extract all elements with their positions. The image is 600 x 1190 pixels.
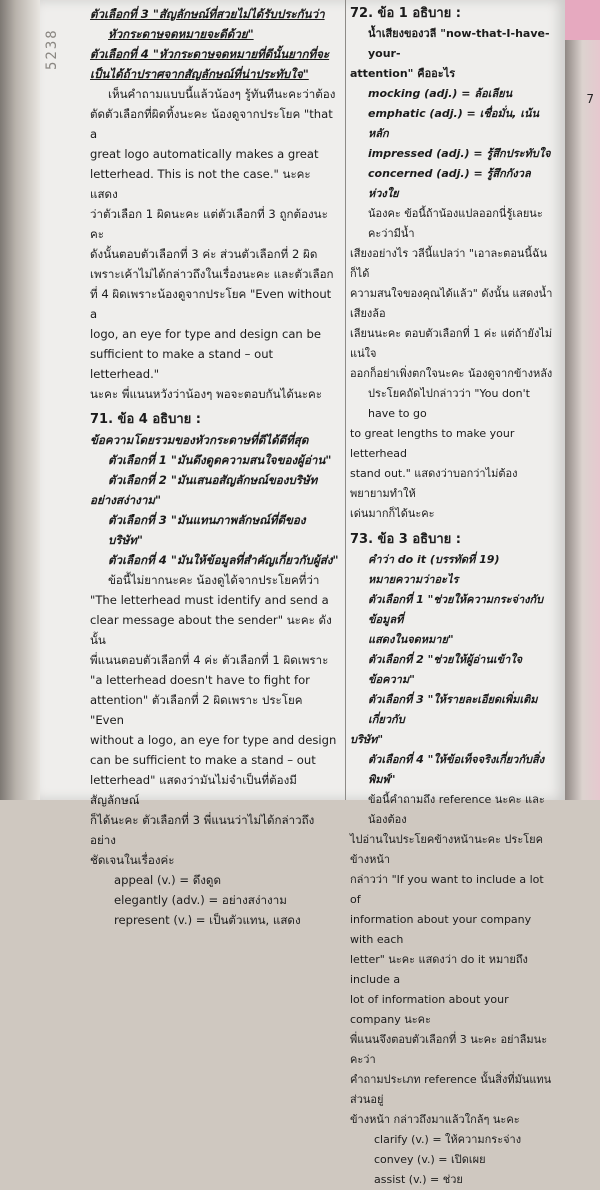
q73-heading: 73. ข้อ 3 อธิบาย : — [350, 532, 461, 547]
q71-vocab: represent (v.) = เป็นตัวแทน, แสดง — [114, 913, 301, 927]
q73-option: แสดงในจดหมาย" — [368, 633, 454, 646]
q73-explanation-line: คำถามประเภท reference นั้นสิ่งที่มันแทนส่วนอยู่ — [350, 1073, 552, 1106]
book-page-edges — [0, 0, 40, 800]
q73-option: ตัวเลือกที่ 1 "ช่วยให้ความกระจ่างกับข้อมูลที่ — [368, 593, 544, 626]
intro-line: logo, an eye for type and design can be — [90, 327, 321, 341]
pink-bookmark — [565, 0, 600, 40]
q72-explanation-line: เสียงอย่างไร วลีนี้แปลว่า "เอาละตอนนี้ฉันก็ได้ — [350, 247, 547, 280]
intro-line: ว่าตัวเลือก 1 ผิดนะคะ แต่ตัวเลือกที่ 3 ถูกต้องนะคะ — [90, 207, 328, 241]
intro-line: ดังนั้นตอบตัวเลือกที่ 3 ค่ะ ส่วนตัวเลือกที่ 2 ผิด — [90, 247, 318, 261]
q73-explanation-line: กล่าวว่า "If you want to include a lot of — [350, 873, 544, 906]
q71-explanation-line: without a logo, an eye for type and design — [90, 733, 337, 747]
q72-question: น้ำเสียงของวลี "now-that-I-have-your- — [368, 27, 550, 60]
q72-vocab: mocking (adj.) = ล้อเลียน — [368, 87, 513, 100]
q73-option: ตัวเลือกที่ 2 "ช่วยให้ผู้อ่านเข้าใจข้อความ" — [368, 653, 523, 686]
q73-explanation-line: letter" นะคะ แสดงว่า do it หมายถึง include a — [350, 953, 528, 986]
q73-explanation-line: ไปอ่านในประโยคข้างหน้านะคะ ประโยคข้างหน้า — [350, 833, 543, 866]
q72-explanation-line: ความสนใจของคุณได้แล้ว" ดังนั้น แสดงน้ำเสียงล้อ — [350, 287, 553, 320]
q71-explanation-line: attention" ตัวเลือกที่ 2 ผิดเพราะ ประโยค "Even — [90, 693, 303, 727]
intro-line: great logo automatically makes a great — [90, 147, 319, 161]
q73-explanation-line: ข้างหน้า กล่าวถึงมาแล้วใกล้ๆ นะคะ — [350, 1113, 520, 1126]
intro-line: ตัวเลือกที่ 3 "สัญลักษณ์ที่สวยไม่ได้รับประกันว่า — [90, 7, 325, 21]
q73-option: ตัวเลือกที่ 4 "ให้ข้อเท็จจริงเกี่ยวกับสิ่งพิมพ์" — [368, 753, 545, 786]
q71-explanation-line: "a letterhead doesn't have to fight for — [90, 673, 310, 687]
q72-explanation-line: น้องคะ ข้อนี้ถ้าน้องแปลออกนี่รู้เลยนะคะว่ามีน้ำ — [368, 207, 543, 240]
q71-explanation-line: พี่แนนตอบตัวเลือกที่ 4 ค่ะ ตัวเลือกที่ 1 ผิดเพราะ — [90, 653, 329, 667]
q72-heading: 72. ข้อ 1 อธิบาย : — [350, 6, 461, 21]
right-column — [350, 4, 555, 1190]
q72-explanation-line: เลียนนะคะ ตอบตัวเลือกที่ 1 ค่ะ แต่ถ้ายังไม่แน่ใจ — [350, 327, 553, 360]
q72-explanation-line: ออกก็อย่าเพิ่งตกใจนะคะ น้องดูจากข้างหลัง — [350, 367, 553, 380]
q73-explanation-line: ข้อนี้คำถามถึง reference นะคะ และน้องต้อง — [368, 793, 545, 826]
left-column — [90, 4, 340, 930]
next-page-strip — [565, 0, 600, 800]
q71-vocab: elegantly (adv.) = อย่างสง่างาม — [114, 893, 287, 907]
q73-vocab: convey (v.) = เปิดเผย — [374, 1153, 486, 1166]
q71-option: ตัวเลือกที่ 4 "มันให้ข้อมูลที่สำคัญเกี่ยวกับผู้ส่ง" — [108, 553, 339, 567]
q71-explanation-line: ก็ได้นะคะ ตัวเลือกที่ 3 พี่แนนว่าไม่ได้กล่าวถึงอย่าง — [90, 813, 315, 847]
intro-line: เพราะเค้าไม่ได้กล่าวถึงในเรื่องนะคะ และตัวเลือก — [90, 267, 334, 281]
q72-vocab: impressed (adj.) = รู้สึกประทับใจ — [368, 147, 551, 160]
q71-heading: 71. ข้อ 4 อธิบาย : — [90, 412, 201, 427]
q71-explanation-line: "The letterhead must identify and send a — [90, 593, 329, 607]
page-number: 5238 — [44, 28, 60, 70]
intro-line: letterhead. This is not the case." นะคะ แสดง — [90, 167, 311, 201]
intro-line: ตัดตัวเลือกที่ผิดทิ้งนะคะ น้องดูจากประโยค "that a — [90, 107, 333, 141]
q72-question: attention" คืออะไร — [350, 67, 456, 80]
q71-option: ตัวเลือกที่ 3 "มันแทนภาพลักษณ์ที่ดีของบริษัท" — [108, 513, 306, 547]
q71-explanation-line: clear message about the sender" นะคะ ดังนั้น — [90, 613, 332, 647]
q72-explanation-line: stand out." แสดงว่าบอกว่าไม่ต้องพยายามทำให้ — [350, 467, 518, 500]
q72-vocab: emphatic (adj.) = เชื่อมั่น, เน้นหลัก — [368, 107, 540, 140]
q73-explanation-line: lot of information about your company นะคะ — [350, 993, 509, 1026]
q71-vocab: appeal (v.) = ดึงดูด — [114, 873, 221, 887]
intro-line: นะคะ พี่แนนหวังว่าน้องๆ พอจะตอบกันได้นะคะ — [90, 387, 322, 401]
q73-explanation-line: information about your company with each — [350, 913, 532, 946]
q72-vocab: concerned (adj.) = รู้สึกกังวลห่วงใย — [368, 167, 531, 200]
q73-option: บริษัท" — [350, 733, 384, 746]
q71-option: ตัวเลือกที่ 1 "มันดึงดูดความสนใจของผู้อ่าน" — [108, 453, 332, 467]
q73-option: ตัวเลือกที่ 3 "ให้รายละเอียดเพิ่มเติมเกี่ยวกับ — [368, 693, 538, 726]
q73-vocab: assist (v.) = ช่วย — [374, 1173, 463, 1186]
q73-question: คำว่า do it (บรรทัดที่ 19) หมายความว่าอะไร — [368, 553, 500, 586]
intro-line: หัวกระดาษจดหมายจะดีด้วย" — [108, 27, 254, 41]
q72-explanation-line: to great lengths to make your letterhead — [350, 427, 515, 460]
q73-explanation-line: พี่แนนจึงตอบตัวเลือกที่ 3 นะคะ อย่าลืมนะคะว่า — [350, 1033, 548, 1066]
q71-explanation-line: ชัดเจนในเรื่องค่ะ — [90, 853, 175, 867]
q72-explanation-line: เด่นมากก็ได้นะคะ — [350, 507, 435, 520]
next-page-fragment: 7 — [586, 92, 594, 106]
q72-explanation-line: ประโยคถัดไปกล่าวว่า "You don't have to go — [368, 387, 530, 420]
q71-option: อย่างสง่างาม" — [90, 493, 162, 507]
intro-line: เห็นคำถามแบบนี้แล้วน้องๆ รู้ทันทีนะคะว่าต้อง — [108, 87, 336, 101]
intro-line: เป็นได้ถ้าปราศจากสัญลักษณ์ที่น่าประทับใจ" — [90, 67, 309, 81]
intro-line: ตัวเลือกที่ 4 "หัวกระดาษจดหมายที่ดีนั้นยากที่จะ — [90, 47, 330, 61]
intro-line: sufficient to make a stand – out letterhead." — [90, 347, 274, 381]
q71-explanation-line: can be sufficient to make a stand – out — [90, 753, 316, 767]
q71-question: ข้อความโดยรวมของหัวกระดาษที่ดีได้ดีที่สุด — [90, 433, 309, 447]
column-divider — [345, 0, 346, 800]
q73-vocab: clarify (v.) = ให้ความกระจ่าง — [374, 1133, 522, 1146]
q71-explanation-line: ข้อนี้ไม่ยากนะคะ น้องดูได้จากประโยคที่ว่า — [108, 573, 320, 587]
q71-option: ตัวเลือกที่ 2 "มันเสนอสัญลักษณ์ของบริษัท — [108, 473, 318, 487]
q71-explanation-line: letterhead" แสดงว่ามันไม่จำเป็นที่ต้องมีสัญลักษณ์ — [90, 773, 297, 807]
intro-line: ที่ 4 ผิดเพราะน้องดูจากประโยค "Even without a — [90, 287, 332, 321]
